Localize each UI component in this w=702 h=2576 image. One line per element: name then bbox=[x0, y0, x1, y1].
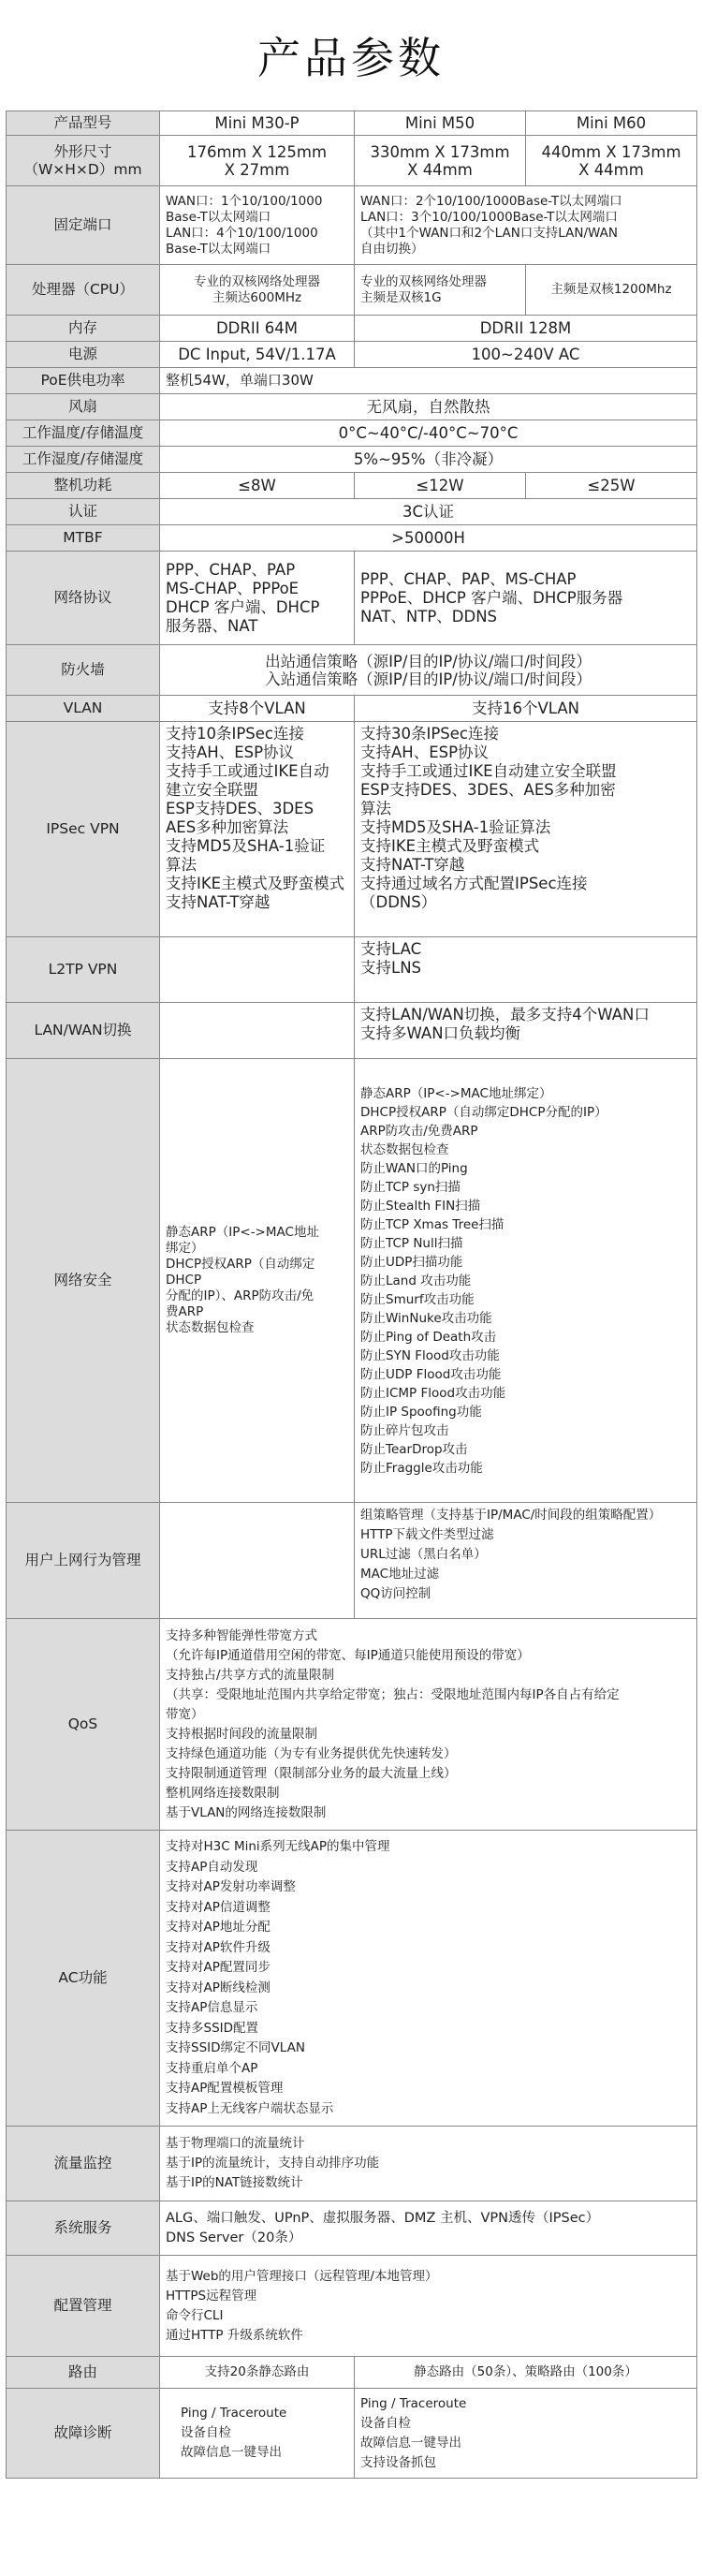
row-label: L2TP VPN bbox=[7, 937, 160, 1003]
protocol-m30p: PPP、CHAP、PAP MS-CHAP、PPPoE DHCP 客户端、DHCP 服务器、NAT bbox=[166, 560, 320, 635]
vlan-m30p: 支持8个VLAN bbox=[160, 696, 355, 722]
row-ports bbox=[7, 186, 697, 265]
row-qos bbox=[7, 1619, 697, 1831]
model-m60: Mini M60 bbox=[526, 111, 697, 136]
consumption-m60: ≤25W bbox=[526, 473, 697, 499]
row-label: 产品型号 bbox=[7, 111, 160, 136]
routing-m50-m60: 静态路由（50条）、策略路由（100条） bbox=[355, 2357, 697, 2389]
consumption-m50: ≤12W bbox=[355, 473, 526, 499]
page-title: 产品参数 bbox=[257, 33, 445, 83]
row-label: 故障诊断 bbox=[7, 2389, 160, 2479]
humidity-value: 5%~95%（非冷凝） bbox=[160, 447, 697, 473]
row-fan bbox=[7, 394, 697, 420]
protocol-m50-m60: PPP、CHAP、PAP、MS-CHAP PPPoE、DHCP 客户端、DHCP服务器 NAT、NTP、DDNS bbox=[360, 569, 623, 626]
traffic-value: 基于物理端口的流量统计 基于IP的流量统计，支持自动排序功能 基于IP的NAT链接数统计 bbox=[166, 2136, 380, 2190]
row-power bbox=[7, 342, 697, 368]
row-label: 系统服务 bbox=[7, 2201, 160, 2256]
row-firewall bbox=[7, 645, 697, 696]
row-label: 路由 bbox=[7, 2357, 160, 2389]
poe-value: 整机54W，单端口30W bbox=[160, 368, 697, 394]
row-diag bbox=[7, 2389, 697, 2479]
fan-value: 无风扇，自然散热 bbox=[160, 394, 697, 420]
memory-m50-m60: DDRII 128M bbox=[355, 316, 697, 342]
row-label: 处理器（CPU） bbox=[7, 265, 160, 316]
power-m30p: DC Input, 54V/1.17A bbox=[160, 342, 355, 368]
cpu-m60: 主频是双核1200Mhz bbox=[550, 282, 672, 297]
row-label: 电源 bbox=[7, 342, 160, 368]
ipsec-m50-m60: 支持30条IPSec连接 支持AH、ESP协议 支持手工或通过IKE自动建立安全联盟 ESP支持DES、3DES、AES多种加密 算法 支持MD5及SHA-1验证算法 支持IKE主模式及野蛮模式 支持NAT-T穿越 支持通过域名方式配置IPSec连接 （DDNS） bbox=[360, 725, 617, 911]
cert-value: 3C认证 bbox=[160, 499, 697, 525]
l2tp-m30p-empty bbox=[160, 937, 355, 1003]
row-memory bbox=[7, 316, 697, 342]
row-ipsec bbox=[7, 722, 697, 937]
row-vlan bbox=[7, 696, 697, 722]
row-label: 用户上网行为管理 bbox=[7, 1503, 160, 1619]
row-label: 配置管理 bbox=[7, 2256, 160, 2357]
row-size bbox=[7, 136, 697, 186]
row-l2tp bbox=[7, 937, 697, 1003]
row-label: MTBF bbox=[7, 525, 160, 552]
lanwan-m50-m60: 支持LAN/WAN切换，最多支持4个WAN口 支持多WAN口负载均衡 bbox=[360, 1006, 650, 1042]
row-label: 风扇 bbox=[7, 394, 160, 420]
size-m30p: 176mm X 125mm X 27mm bbox=[186, 142, 328, 179]
row-label: 防火墙 bbox=[7, 645, 160, 696]
ports-m30p: WAN口：1个10/100/1000 Base-T以太网端口 LAN口：4个10/100/1000 Base-T以太网端口 bbox=[166, 193, 323, 257]
row-label: QoS bbox=[7, 1619, 160, 1831]
security-m30p: 静态ARP（IP<->MAC地址 绑定） DHCP授权ARP（自动绑定 DHCP 分配的IP）、ARP防攻击/免 费ARP 状态数据包检查 bbox=[166, 1225, 319, 1335]
vlan-m50-m60: 支持16个VLAN bbox=[355, 696, 697, 722]
row-behavior bbox=[7, 1503, 697, 1619]
firewall-value: 出站通信策略（源IP/目的IP/协议/端口/时间段） 入站通信策略（源IP/目的IP/协议/端口/时间段） bbox=[265, 652, 592, 688]
row-label: 认证 bbox=[7, 499, 160, 525]
behavior-m30p-empty bbox=[160, 1503, 355, 1619]
cpu-m50: 专业的双核网络处理器 主频是双核1G bbox=[360, 273, 487, 305]
power-m50-m60: 100~240V AC bbox=[355, 342, 697, 368]
row-label: AC功能 bbox=[7, 1831, 160, 2127]
row-services bbox=[7, 2201, 697, 2256]
row-label: 整机功耗 bbox=[7, 473, 160, 499]
row-label: VLAN bbox=[7, 696, 160, 722]
row-consumption bbox=[7, 473, 697, 499]
config-value: 基于Web的用户管理接口（远程管理/本地管理） HTTPS远程管理 命令行CLI 通过HTTP 升级系统软件 bbox=[166, 2268, 438, 2343]
row-label: 网络协议 bbox=[7, 552, 160, 645]
lanwan-m30p-empty bbox=[160, 1003, 355, 1059]
size-m50: 330mm X 173mm X 44mm bbox=[370, 142, 510, 179]
model-m30p: Mini M30-P bbox=[160, 111, 355, 136]
row-label: 工作温度/存储温度 bbox=[7, 420, 160, 447]
model-m50: Mini M50 bbox=[355, 111, 526, 136]
row-config bbox=[7, 2256, 697, 2357]
row-mtbf bbox=[7, 525, 697, 552]
mtbf-value: >50000H bbox=[160, 525, 697, 552]
row-label: IPSec VPN bbox=[7, 722, 160, 937]
row-humidity bbox=[7, 447, 697, 473]
row-label: 外形尺寸 （W×H×D）mm bbox=[23, 142, 142, 178]
ports-m50-m60: WAN口：2个10/100/1000Base-T以太网端口 LAN口：3个10/100/1000Base-T以太网端口 （其中1个WAN口和2个LAN口支持LAN/WAN 自由切换） bbox=[360, 193, 622, 257]
row-label: PoE供电功率 bbox=[7, 368, 160, 394]
l2tp-m50-m60: 支持LAC 支持LNS bbox=[360, 940, 422, 977]
row-lanwan bbox=[7, 1003, 697, 1059]
row-temperature bbox=[7, 420, 697, 447]
row-model bbox=[7, 111, 697, 136]
consumption-m30p: ≤8W bbox=[160, 473, 355, 499]
row-label: LAN/WAN切换 bbox=[7, 1003, 160, 1059]
row-label: 流量监控 bbox=[7, 2127, 160, 2201]
ipsec-m30p: 支持10条IPSec连接 支持AH、ESP协议 支持手工或通过IKE自动 建立安全联盟 ESP支持DES、3DES AES多种加密算法 支持MD5及SHA-1验证 算法 支持IKE主模式及野蛮模式 支持NAT-T穿越 bbox=[166, 725, 345, 911]
row-traffic bbox=[7, 2127, 697, 2201]
diag-m50-m60: Ping / Traceroute 设备自检 故障信息一键导出 支持设备抓包 bbox=[360, 2395, 467, 2470]
row-label: 工作湿度/存储湿度 bbox=[7, 447, 160, 473]
size-m60: 440mm X 173mm X 44mm bbox=[541, 142, 681, 179]
row-protocol bbox=[7, 552, 697, 645]
temperature-value: 0°C~40°C/-40°C~70°C bbox=[160, 420, 697, 447]
qos-value: 支持多种智能弹性带宽方式 （允许每IP通道借用空闲的带宽、每IP通道只能使用预设的带宽） 支持独占/共享方式的流量限制 （共享：受限地址范围内共享给定带宽；独占：受限地址范围内每IP各自占有给定 带宽） 支持根据时间段的流量限制 支持绿色通道功能（为专有业务提供优先快速转发） 支持限制通道管理（限制部分业务的最大流量上线） 整机网络连接数限制 基于VLAN的网络连接数限制 bbox=[166, 1627, 620, 1820]
behavior-m50-m60: 组策略管理（支持基于IP/MAC/时间段的组策略配置） HTTP下载文件类型过滤 URL过滤（黑白名单） MAC地址过滤 QQ访问控制 bbox=[360, 1508, 662, 1601]
row-poe bbox=[7, 368, 697, 394]
diag-m30p: Ping / Traceroute 设备自检 故障信息一键导出 bbox=[181, 2406, 287, 2460]
row-security bbox=[7, 1059, 697, 1503]
row-label: 内存 bbox=[7, 316, 160, 342]
ac-value: 支持对H3C Mini系列无线AP的集中管理 支持AP自动发现 支持对AP发射功率调整 支持对AP信道调整 支持对AP地址分配 支持对AP软件升级 支持对AP配置同步 支持对AP断线检测 支持AP信息显示 支持多SSID配置 支持SSID绑定不同VLAN 支持重启单个AP 支持AP配置模板管理 支持AP上无线客户端状态显示 bbox=[166, 1839, 390, 2116]
services-value: ALG、端口触发、UPnP、虚拟服务器、DMZ 主机、VPN透传（IPSec） DNS Server（20条） bbox=[166, 2210, 600, 2245]
row-ac bbox=[7, 1831, 697, 2127]
row-label: 固定端口 bbox=[7, 186, 160, 265]
memory-m30p: DDRII 64M bbox=[160, 316, 355, 342]
row-cert bbox=[7, 499, 697, 525]
routing-m30p: 支持20条静态路由 bbox=[160, 2357, 355, 2389]
security-m50-m60: 静态ARP（IP<->MAC地址绑定） DHCP授权ARP（自动绑定DHCP分配的IP） ARP防攻击/免费ARP 状态数据包检查 防止WAN口的Ping 防止TCP syn扫描 防止Stealth FIN扫描 防止TCP Xmas Tree扫描 防止TCP Null扫描 防止UDP扫描功能 防止Land 攻击功能 防止Smurf攻击功能 防止WinNuke攻击功能 防止Ping of Death攻击 防止SYN Flood攻击功能 防止UDP Flood攻击功能 防止ICMP Flood攻击功能 防止IP Spoofing功能 防止碎片包攻击 防止TearDrop攻击 防止Fraggle攻击功能 bbox=[360, 1085, 607, 1476]
spec-table bbox=[6, 110, 697, 2479]
cpu-m30p: 专业的双核网络处理器 主频达600MHz bbox=[194, 273, 320, 305]
row-label: 网络安全 bbox=[7, 1059, 160, 1503]
row-routing bbox=[7, 2357, 697, 2389]
row-cpu bbox=[7, 265, 697, 316]
